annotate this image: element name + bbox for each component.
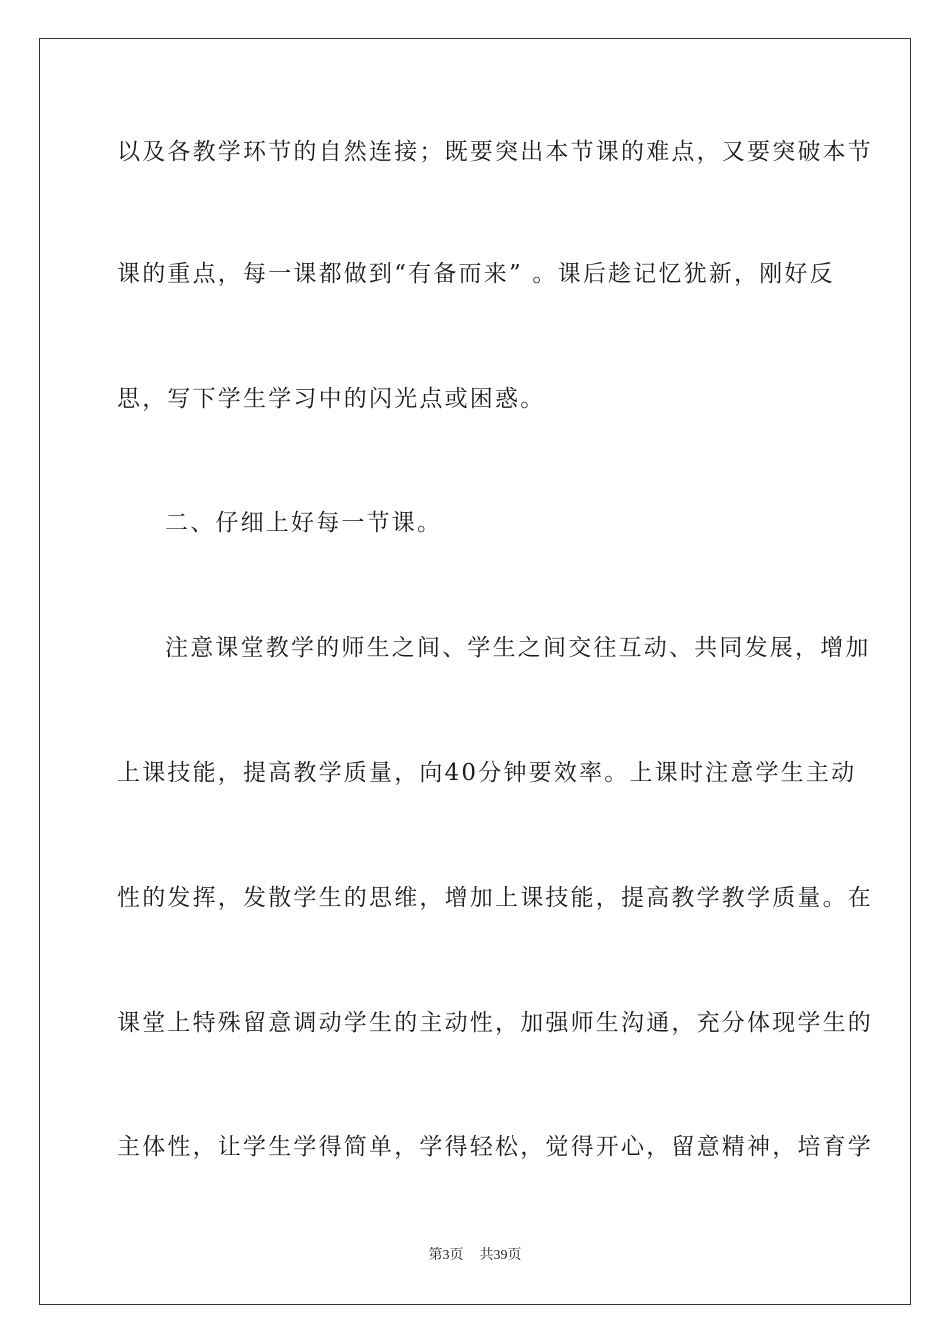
body-text-line: 思，写下学生学习中的闪光点或困惑。 [117, 386, 546, 412]
body-text-line: 上课技能，提高教学质量，向40分钟要效率。上课时注意学生主动 [117, 760, 857, 786]
page-border [39, 38, 911, 1305]
body-text-line: 注意课堂教学的师生之间、学生之间交往互动、共同发展，增加 [165, 635, 871, 661]
body-text-line: 以及各教学环节的自然连接；既要突出本节课的难点，又要突破本节 [117, 139, 873, 165]
page-footer [0, 1246, 950, 1266]
body-text-line: 课堂上特殊留意调动学生的主动性，加强师生沟通，充分体现学生的 [117, 1010, 873, 1036]
section-heading: 二、仔细上好每一节课。 [165, 510, 443, 536]
page-number: 第3页 [428, 1248, 464, 1263]
body-text-line: 主体性，让学生学得简单，学得轻松，觉得开心，留意精神，培育学 [117, 1134, 873, 1160]
body-text-line: 课的重点，每一课都做到“有备而来” 。课后趁记忆犹新，刚好反 [117, 261, 835, 287]
body-text-line: 性的发挥，发散学生的思维，增加上课技能，提高教学教学质量。在 [117, 885, 873, 911]
page-total: 共39页 [479, 1248, 522, 1263]
